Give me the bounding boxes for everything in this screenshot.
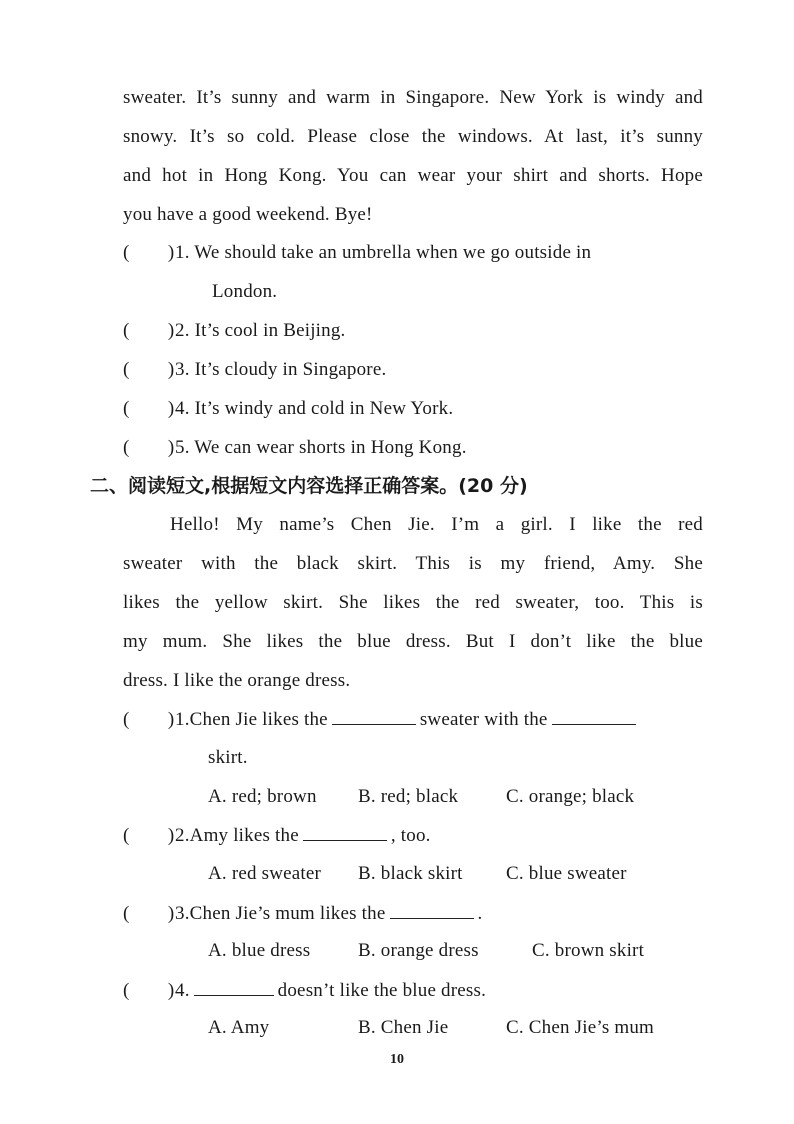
section-heading: 二、阅读短文,根据短文内容选择正确答案。(20 分) xyxy=(90,475,528,497)
option-b[interactable]: B. orange dress xyxy=(358,940,479,961)
passage1-line-4: you have a good weekend. Bye! xyxy=(123,204,373,225)
mc-question-2 xyxy=(123,822,431,849)
tf-item-3 xyxy=(123,357,386,383)
tf-item-1-cont: London. xyxy=(212,281,278,302)
mc-question-3 xyxy=(123,900,482,927)
question-text: , too. xyxy=(390,825,431,846)
page-number: 10 xyxy=(390,1052,404,1067)
option-b[interactable]: B. black skirt xyxy=(358,863,463,884)
answer-bracket[interactable]: ( ) xyxy=(123,398,175,419)
answer-bracket[interactable]: ( ) xyxy=(123,320,175,341)
tf-item-4 xyxy=(123,396,453,422)
tf-item-4-text: 4. It’s windy and cold in New York. xyxy=(175,398,454,419)
answer-bracket[interactable]: ( ) xyxy=(123,980,175,1001)
mc-options-2 xyxy=(208,861,627,887)
answer-blank[interactable] xyxy=(390,900,474,919)
answer-blank[interactable] xyxy=(552,706,636,725)
answer-bracket[interactable]: ( ) xyxy=(123,825,175,846)
option-c[interactable]: C. Chen Jie’s mum xyxy=(506,1017,655,1038)
tf-item-3-text: 3. It’s cloudy in Singapore. xyxy=(175,359,387,380)
question-number: 1. xyxy=(175,709,190,730)
question-number: 4. xyxy=(175,980,190,1001)
question-text: Chen Jie likes the xyxy=(189,709,328,730)
mc-options-3 xyxy=(208,938,644,964)
option-a[interactable]: A. red; brown xyxy=(208,786,317,807)
answer-blank[interactable] xyxy=(303,822,387,841)
question-number: 3. xyxy=(175,903,190,924)
question-number: 2. xyxy=(175,825,190,846)
tf-item-2 xyxy=(123,318,346,344)
passage2-line-4: my mum. She likes the blue dress. But I don’t like the blue xyxy=(123,631,703,652)
tf-item-5 xyxy=(123,435,467,461)
answer-bracket[interactable]: ( ) xyxy=(123,359,175,380)
passage1-line-1: sweater. It’s sunny and warm in Singapore. New York is windy and xyxy=(123,87,703,108)
option-a[interactable]: A. Amy xyxy=(208,1017,270,1038)
option-b[interactable]: B. red; black xyxy=(358,786,459,807)
passage1-line-3: and hot in Hong Kong. You can wear your shirt and shorts. Hope xyxy=(123,165,703,186)
passage2-line-2: sweater with the black skirt. This is my friend, Amy. She xyxy=(123,553,703,574)
answer-blank[interactable] xyxy=(332,706,416,725)
answer-blank[interactable] xyxy=(194,977,274,996)
tf-item-2-text: 2. It’s cool in Beijing. xyxy=(175,320,346,341)
question-text: sweater with the xyxy=(419,709,548,730)
answer-bracket[interactable]: ( ) xyxy=(123,709,175,730)
answer-bracket[interactable]: ( ) xyxy=(123,242,175,263)
mc-question-1-cont: skirt. xyxy=(208,747,248,768)
answer-bracket[interactable]: ( ) xyxy=(123,437,175,458)
tf-item-5-text: 5. We can wear shorts in Hong Kong. xyxy=(175,437,467,458)
question-text: . xyxy=(477,903,483,924)
mc-options-1 xyxy=(208,784,634,810)
option-c[interactable]: C. brown skirt xyxy=(532,940,645,961)
mc-question-4 xyxy=(123,977,486,1004)
option-c[interactable]: C. orange; black xyxy=(506,786,635,807)
option-a[interactable]: A. blue dress xyxy=(208,940,311,961)
passage1-line-2: snowy. It’s so cold. Please close the windows. At last, it’s sunny xyxy=(123,126,703,147)
tf-item-1 xyxy=(123,240,703,266)
passage2-line-5: dress. I like the orange dress. xyxy=(123,670,351,691)
answer-bracket[interactable]: ( ) xyxy=(123,903,175,924)
mc-options-4 xyxy=(208,1015,654,1041)
question-text: Chen Jie’s mum likes the xyxy=(189,903,386,924)
passage2-line-1: Hello! My name’s Chen Jie. I’m a girl. I like the red xyxy=(170,514,703,535)
question-text: doesn’t like the blue dress. xyxy=(277,980,487,1001)
option-a[interactable]: A. red sweater xyxy=(208,863,322,884)
tf-item-1-text: 1. We should take an umbrella when we go outside in xyxy=(175,242,592,263)
option-c[interactable]: C. blue sweater xyxy=(506,863,627,884)
option-b[interactable]: B. Chen Jie xyxy=(358,1017,449,1038)
mc-question-1 xyxy=(123,706,640,733)
question-text: Amy likes the xyxy=(189,825,299,846)
passage2-line-3: likes the yellow skirt. She likes the red sweater, too. This is xyxy=(123,592,703,613)
